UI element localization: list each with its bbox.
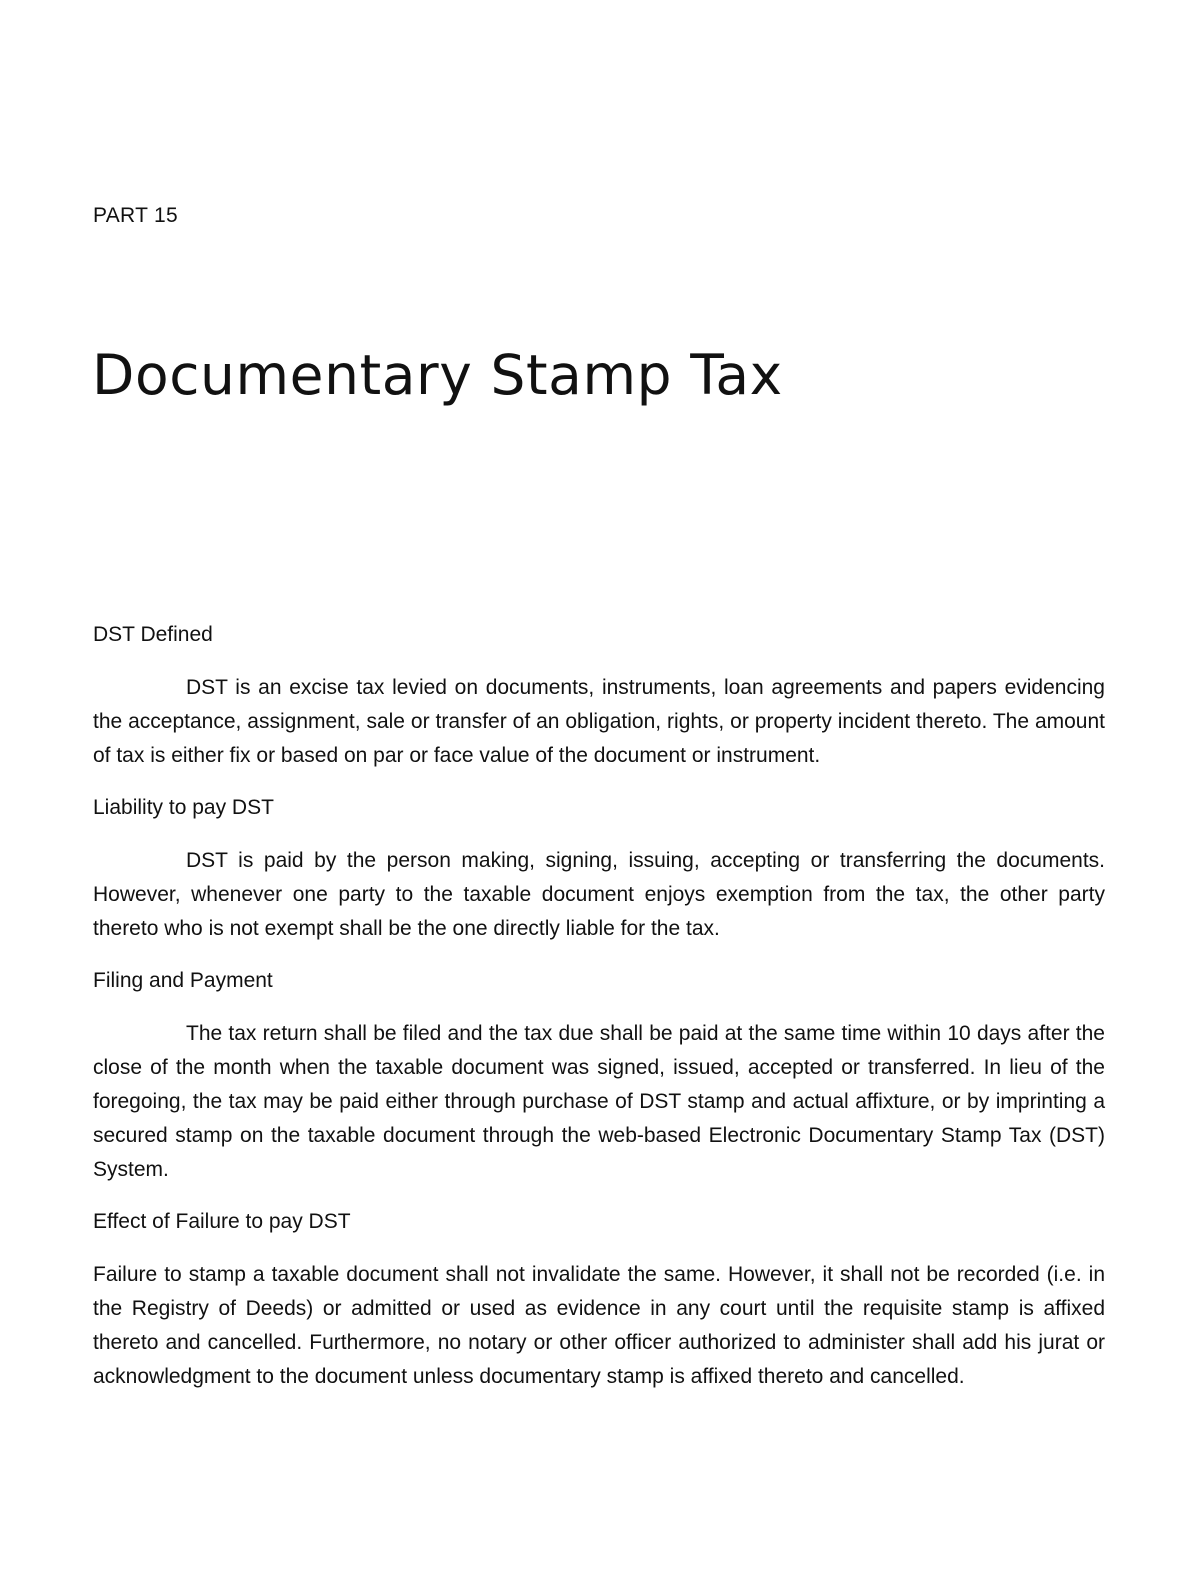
- section-paragraph: DST is paid by the person making, signing, issuing, accepting or transferring the documents. However, whenever one party to the taxable document enjoys exemption from the tax, the other party thereto who is not exempt shall be the one directly liable for the tax.: [93, 849, 1105, 940]
- section-heading: DST Defined: [93, 623, 213, 646]
- section-paragraph: The tax return shall be filed and the tax due shall be paid at the same time within 10 days after the close of the month when the taxable document was signed, issued, accepted or transferred. In lieu of the foregoing, the tax may be paid either through purchase of DST stamp and actual affixture, or by imprinting a secured stamp on the taxable document through the web-based Electronic Documentary Stamp Tax (DST) System.: [93, 1022, 1105, 1181]
- section-filing-payment: [93, 964, 1105, 1187]
- section-paragraph: DST is an excise tax levied on documents, instruments, loan agreements and papers evidencing the acceptance, assignment, sale or transfer of an obligation, rights, or property incident thereto. The amount of tax is either fix or based on par or face value of the document or instrument.: [93, 676, 1105, 767]
- document-body: [93, 618, 1105, 1412]
- part-label: PART 15: [93, 204, 178, 227]
- document-title: Documentary Stamp Tax: [92, 342, 783, 407]
- section-dst-defined: [93, 618, 1105, 773]
- section-liability: [93, 791, 1105, 946]
- section-failure-effect: [93, 1205, 1105, 1394]
- section-heading: Effect of Failure to pay DST: [93, 1210, 351, 1233]
- section-paragraph: Failure to stamp a taxable document shall not invalidate the same. However, it shall not be recorded (i.e. in the Registry of Deeds) or admitted or used as evidence in any court until the requisite stamp is affixed thereto and cancelled. Furthermore, no notary or other officer authorized to administer shall add his jurat or acknowledgment to the document unless documentary stamp is affixed thereto and cancelled.: [93, 1263, 1105, 1388]
- section-heading: Filing and Payment: [93, 969, 273, 992]
- section-heading: Liability to pay DST: [93, 796, 274, 819]
